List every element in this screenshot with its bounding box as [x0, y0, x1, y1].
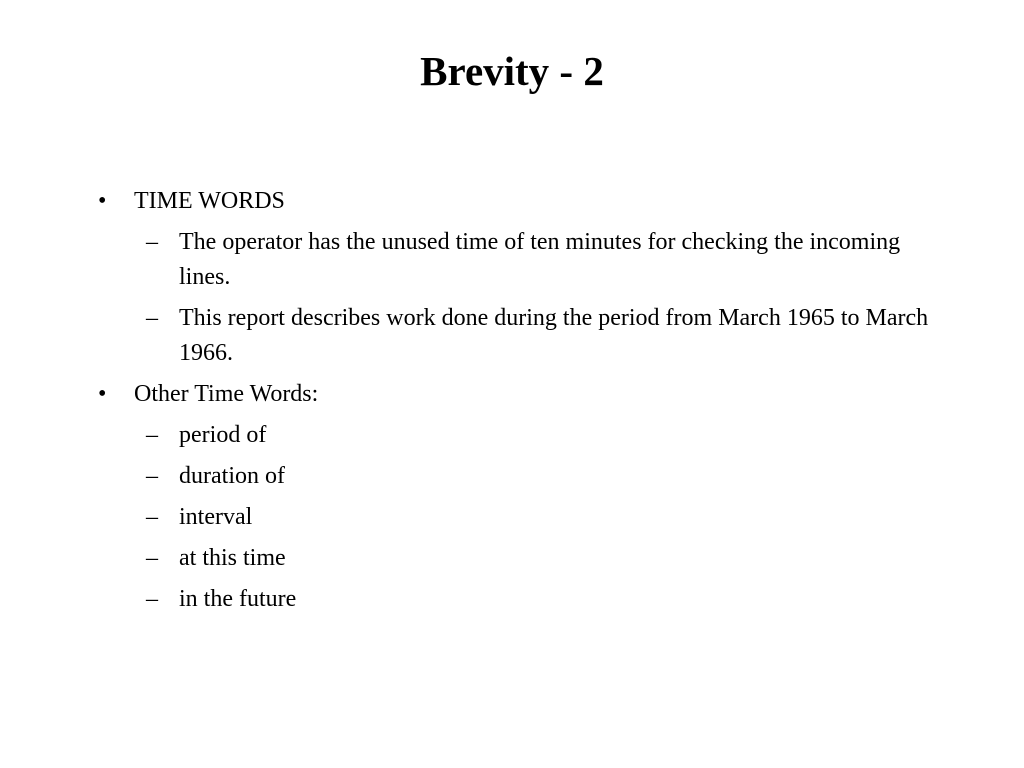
sub-bullet-marker: –: [146, 463, 158, 489]
bullet-marker: •: [98, 188, 107, 214]
sub-bullet-text: period of: [179, 422, 267, 448]
sub-bullet-text: This report describes work done during the period from March 1965 to March 1966.: [179, 305, 929, 366]
sub-bullet-text: interval: [179, 504, 253, 530]
sub-bullet-marker: –: [146, 545, 158, 571]
sub-bullet-marker: –: [146, 422, 158, 448]
slide-content: [98, 184, 938, 623]
bullet-heading: TIME WORDS: [134, 188, 285, 214]
sub-list: [134, 225, 938, 371]
sub-bullet-text: duration of: [179, 463, 285, 489]
sub-bullet: [134, 541, 938, 576]
bullet-heading: Other Time Words:: [134, 381, 319, 407]
sub-bullet: [134, 459, 938, 494]
sub-bullet: [134, 418, 938, 453]
bullet-other-time-words: [98, 377, 938, 617]
sub-bullet-marker: –: [146, 229, 158, 255]
bullet-marker: •: [98, 381, 107, 407]
sub-bullet-text: at this time: [179, 545, 286, 571]
sub-bullet: [134, 301, 938, 371]
sub-bullet: [134, 500, 938, 535]
slide-title: Brevity - 2: [420, 48, 604, 94]
sub-bullet-text: in the future: [179, 586, 297, 612]
sub-bullet: [134, 582, 938, 617]
sub-bullet-marker: –: [146, 586, 158, 612]
sub-bullet: [134, 225, 938, 295]
bullet-time-words: [98, 184, 938, 371]
sub-bullet-text: The operator has the unused time of ten minutes for checking the incoming lines.: [179, 229, 901, 290]
sub-list: [134, 418, 938, 617]
sub-bullet-marker: –: [146, 504, 158, 530]
sub-bullet-marker: –: [146, 305, 158, 331]
